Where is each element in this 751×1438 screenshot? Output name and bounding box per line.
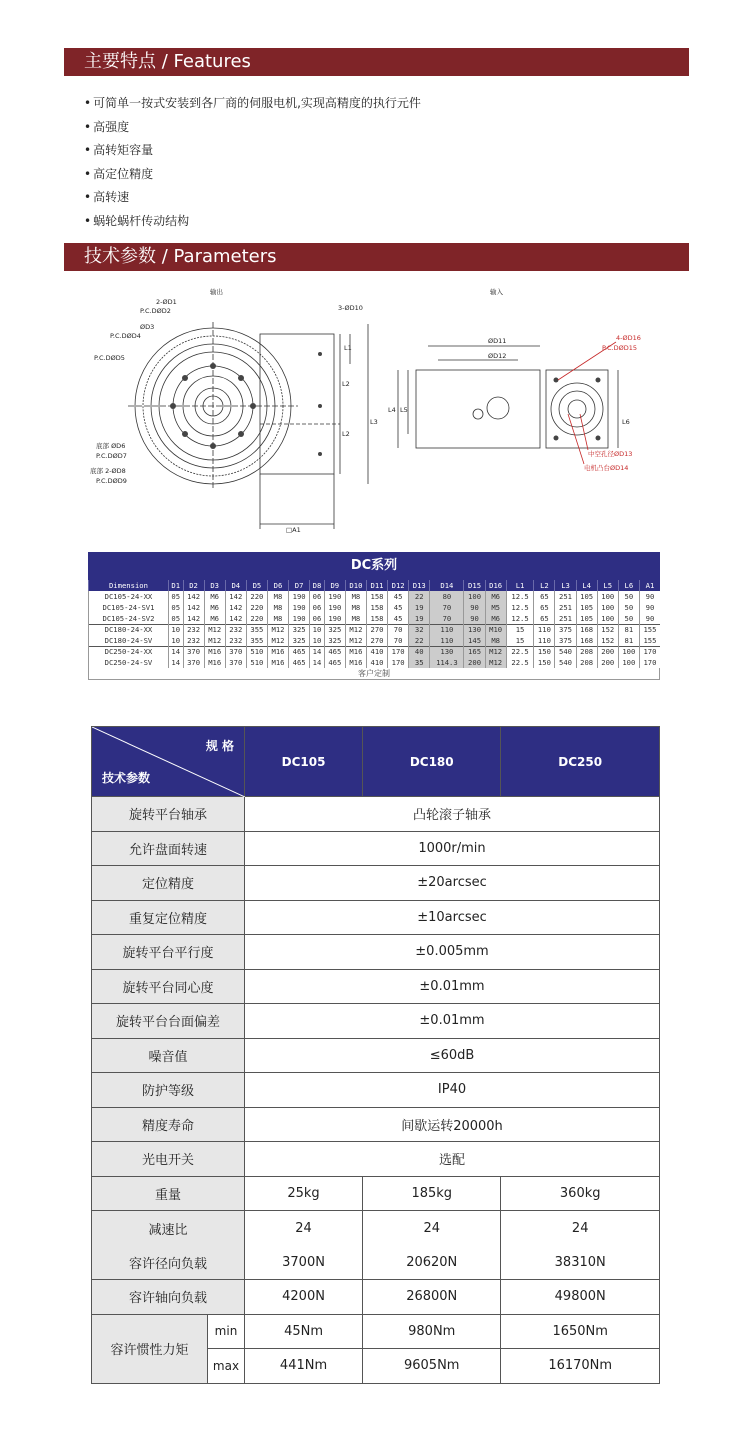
spec-label: 噪音值	[92, 1038, 245, 1073]
dimension-column-header: L2	[534, 580, 555, 591]
spec-label: 防护等级	[92, 1073, 245, 1108]
dimension-cell: 12.5	[506, 591, 534, 602]
dimension-cell: M8	[267, 613, 288, 624]
dimension-cell: 410	[366, 646, 387, 657]
dimension-cell: 06	[310, 591, 325, 602]
spec-value: ±0.01mm	[245, 969, 660, 1004]
dimension-cell: 190	[324, 613, 345, 624]
dimension-cell: 170	[639, 646, 660, 657]
dimension-cell: 14	[168, 646, 183, 657]
spec-value: 1650Nm	[501, 1314, 660, 1349]
dimension-cell: 81	[618, 624, 639, 635]
dimension-cell: 12.5	[506, 602, 534, 613]
drawing-label: 底部 ØD6	[96, 442, 126, 450]
drawing-label: ØD3	[140, 323, 155, 331]
dimension-cell: 142	[183, 613, 204, 624]
spec-value: 360kg	[501, 1176, 660, 1211]
dimension-cell: 375	[555, 624, 576, 635]
dimension-cell: M12	[267, 635, 288, 646]
dimension-cell: 232	[183, 624, 204, 635]
dimension-cell: M12	[485, 646, 506, 657]
dimension-cell: 10	[310, 624, 325, 635]
dimension-cell: 05	[168, 591, 183, 602]
dimension-cell: 155	[639, 624, 660, 635]
dimension-cell: 22	[409, 635, 430, 646]
dimension-cell: 05	[168, 613, 183, 624]
drawing-label: L6	[622, 418, 630, 426]
dimension-cell: M5	[485, 602, 506, 613]
dimension-row	[89, 635, 661, 646]
dimension-cell: 208	[576, 646, 597, 657]
dimension-cell: 142	[183, 602, 204, 613]
drawing-label: □A1	[286, 526, 301, 534]
spec-value: 16170Nm	[501, 1349, 660, 1384]
dimension-cell: M16	[204, 646, 225, 657]
spec-value: ±0.005mm	[245, 935, 660, 970]
drawing-label: L4	[388, 406, 396, 414]
dimension-column-header: D12	[388, 580, 409, 591]
dimension-cell: 325	[289, 635, 310, 646]
dimension-cell: DC180-24-XX	[89, 624, 169, 635]
dimension-column-header: L1	[506, 580, 534, 591]
spec-value: 9605Nm	[363, 1349, 501, 1384]
dimension-cell: 80	[430, 591, 464, 602]
spec-value: 4200N	[245, 1280, 363, 1315]
drawing-label: L1	[344, 344, 352, 352]
dimension-cell: 105	[576, 591, 597, 602]
dimension-cell: 45	[388, 591, 409, 602]
dimension-cell: 105	[576, 613, 597, 624]
corner-param-label: 技术参数	[102, 771, 151, 785]
dimension-cell: 142	[225, 591, 246, 602]
dimension-row	[89, 602, 661, 613]
spec-value: 凸轮滚子轴承	[245, 797, 660, 832]
output-label: 输出	[210, 288, 223, 296]
feature-item: • 高定位精度	[84, 163, 421, 187]
dimension-cell: 540	[555, 646, 576, 657]
spec-label: 容许惯性力矩	[92, 1314, 208, 1383]
dimension-cell: 35	[409, 657, 430, 668]
dimension-cell: 375	[555, 635, 576, 646]
drawing-label: P.C.DØD5	[94, 354, 125, 362]
feature-item: • 蜗轮蜗杆传动结构	[84, 210, 421, 234]
dimension-cell: 10	[168, 624, 183, 635]
dimension-cell: 370	[225, 646, 246, 657]
dimension-cell: 158	[366, 602, 387, 613]
dimension-cell: 65	[534, 613, 555, 624]
dimension-cell: 22.5	[506, 646, 534, 657]
spec-value: 49800N	[501, 1280, 660, 1315]
dimension-cell: 251	[555, 613, 576, 624]
spec-label: 重量	[92, 1176, 245, 1211]
dimension-cell: 90	[464, 602, 485, 613]
dimension-cell: 190	[324, 602, 345, 613]
dimension-cell: M8	[345, 602, 366, 613]
dimension-column-header: L4	[576, 580, 597, 591]
dimension-cell: 15	[506, 635, 534, 646]
dimension-cell: M10	[485, 624, 506, 635]
dimension-cell: 45	[388, 613, 409, 624]
dimension-cell: 90	[639, 591, 660, 602]
model-header: DC250	[501, 727, 660, 797]
dimension-cell: 65	[534, 591, 555, 602]
dimension-cell: 19	[409, 613, 430, 624]
dimension-column-header: D14	[430, 580, 464, 591]
dimension-cell: 370	[183, 657, 204, 668]
spec-value: 26800N	[363, 1280, 501, 1315]
dimension-cell: 355	[246, 635, 267, 646]
dimension-cell: M6	[485, 613, 506, 624]
dimension-cell: 22.5	[506, 657, 534, 668]
dimension-cell: M6	[485, 591, 506, 602]
dimension-cell: 540	[555, 657, 576, 668]
dimension-cell: 370	[225, 657, 246, 668]
dimension-cell: 465	[324, 646, 345, 657]
dimension-cell: 168	[576, 624, 597, 635]
dimension-cell: 152	[597, 635, 618, 646]
dimension-cell: 130	[464, 624, 485, 635]
drawing-label-red: 电机凸台ØD14	[584, 464, 629, 472]
dimension-cell: 110	[534, 624, 555, 635]
dimension-cell: 14	[310, 646, 325, 657]
dimension-cell: M6	[204, 602, 225, 613]
spec-label: 重复定位精度	[92, 900, 245, 935]
dimension-cell: 100	[597, 613, 618, 624]
spec-value: 185kg	[363, 1176, 501, 1211]
dimension-cell: M6	[204, 613, 225, 624]
dimension-cell: 165	[464, 646, 485, 657]
dimension-column-header: L3	[555, 580, 576, 591]
dimension-cell: 232	[183, 635, 204, 646]
dimension-cell: M16	[345, 646, 366, 657]
dimension-cell: M16	[204, 657, 225, 668]
dimension-cell: 100	[597, 591, 618, 602]
dimension-cell: M8	[267, 591, 288, 602]
dimension-cell: 232	[225, 635, 246, 646]
dimension-cell: 168	[576, 635, 597, 646]
spec-value: ±10arcsec	[245, 900, 660, 935]
dimension-cell: 170	[639, 657, 660, 668]
spec-label: 容许径向负载	[92, 1245, 245, 1280]
spec-value: 441Nm	[245, 1349, 363, 1384]
spec-value: ±0.01mm	[245, 1004, 660, 1039]
spec-label: 减速比	[92, 1211, 245, 1246]
dimension-row	[89, 624, 661, 635]
dimension-row	[89, 657, 661, 668]
dimension-cell: 155	[639, 635, 660, 646]
dimension-cell: 130	[430, 646, 464, 657]
features-list	[84, 92, 421, 233]
dimension-cell: 22	[409, 591, 430, 602]
dimension-cell: 81	[618, 635, 639, 646]
dimension-cell: 142	[225, 602, 246, 613]
dimension-cell: M16	[345, 657, 366, 668]
dimension-cell: 200	[597, 646, 618, 657]
dimension-column-header: D3	[204, 580, 225, 591]
spec-label: 定位精度	[92, 866, 245, 901]
drawing-label: L2	[342, 430, 350, 438]
dimension-cell: 190	[289, 591, 310, 602]
dimension-cell: 142	[225, 613, 246, 624]
dimension-cell: 90	[464, 613, 485, 624]
input-label: 输入	[490, 288, 503, 296]
dimension-column-header: A1	[639, 580, 660, 591]
dimension-cell: 410	[366, 657, 387, 668]
dimension-cell: 510	[246, 657, 267, 668]
dimension-cell: 158	[366, 613, 387, 624]
dimension-column-header: Dimension	[89, 580, 169, 591]
dimension-cell: 14	[168, 657, 183, 668]
dimension-cell: 465	[289, 657, 310, 668]
model-header: DC105	[245, 727, 363, 797]
dimension-column-header: D7	[289, 580, 310, 591]
dimension-cell: DC105-24-SV2	[89, 613, 169, 624]
spec-label: 允许盘面转速	[92, 831, 245, 866]
dimension-cell: M12	[267, 624, 288, 635]
dimension-column-header: D10	[345, 580, 366, 591]
feature-item: • 高转矩容量	[84, 139, 421, 163]
dimension-cell: M12	[485, 657, 506, 668]
spec-value: 选配	[245, 1142, 660, 1177]
spec-value: 3700N	[245, 1245, 363, 1280]
dimension-cell: 145	[464, 635, 485, 646]
spec-label: 旋转平台台面偏差	[92, 1004, 245, 1039]
model-header: DC180	[363, 727, 501, 797]
dimension-column-header: D1	[168, 580, 183, 591]
drawing-label: ØD11	[488, 337, 507, 345]
dimension-cell: 70	[388, 635, 409, 646]
dimension-cell: 142	[183, 591, 204, 602]
spec-value: 38310N	[501, 1245, 660, 1280]
dimension-column-header: L6	[618, 580, 639, 591]
dimension-cell: 325	[324, 635, 345, 646]
dimension-cell: DC250-24-XX	[89, 646, 169, 657]
dimension-row	[89, 646, 661, 657]
dimension-cell: M16	[267, 646, 288, 657]
dimension-cell: M12	[204, 635, 225, 646]
dimension-cell: 06	[310, 613, 325, 624]
dimension-column-header: D2	[183, 580, 204, 591]
spec-value: 20620N	[363, 1245, 501, 1280]
dimension-cell: 90	[639, 602, 660, 613]
dimension-cell: 251	[555, 591, 576, 602]
dimension-cell: 100	[464, 591, 485, 602]
spec-value: 间歇运转20000h	[245, 1107, 660, 1142]
dimension-cell: 70	[388, 624, 409, 635]
dimension-cell: 110	[430, 635, 464, 646]
features-header: 主要特点 / Features	[64, 48, 689, 76]
spec-value: 45Nm	[245, 1314, 363, 1349]
dimension-cell: M6	[204, 591, 225, 602]
dimension-cell: 270	[366, 635, 387, 646]
dimension-cell: DC250-24-SV	[89, 657, 169, 668]
dimension-cell: 190	[324, 591, 345, 602]
drawing-label: L5	[400, 406, 408, 414]
dimension-column-header: D5	[246, 580, 267, 591]
dimension-cell: 32	[409, 624, 430, 635]
dimension-cell: 06	[310, 602, 325, 613]
dimension-table-footer: 客户定制	[88, 668, 660, 680]
drawing-label-red: 4-ØD16	[616, 334, 641, 342]
drawing-label: 3-ØD10	[338, 304, 363, 312]
dimension-cell: M12	[345, 635, 366, 646]
dimension-cell: 40	[409, 646, 430, 657]
dimension-table-block	[88, 552, 660, 680]
dimension-cell: 170	[388, 657, 409, 668]
dimension-cell: 110	[430, 624, 464, 635]
drawing-label: P.C.DØD7	[96, 452, 127, 460]
spec-value: 24	[363, 1211, 501, 1246]
dimension-cell: 465	[324, 657, 345, 668]
dimension-cell: M16	[267, 657, 288, 668]
dimension-cell: 114.3	[430, 657, 464, 668]
drawing-label: P.C.DØD9	[96, 477, 127, 485]
spec-label: 旋转平台平行度	[92, 935, 245, 970]
dimension-cell: M8	[345, 591, 366, 602]
parameters-header: 技术参数 / Parameters	[64, 243, 689, 271]
dimension-column-header: D9	[324, 580, 345, 591]
feature-item: • 高转速	[84, 186, 421, 210]
dimension-column-header: D13	[409, 580, 430, 591]
dimension-cell: 105	[576, 602, 597, 613]
dimension-cell: DC105-24-XX	[89, 591, 169, 602]
dimension-cell: 70	[430, 613, 464, 624]
spec-value: ≤60dB	[245, 1038, 660, 1073]
dimension-column-header: D6	[267, 580, 288, 591]
dimension-cell: 100	[597, 602, 618, 613]
dimension-cell: 200	[464, 657, 485, 668]
spec-label: 旋转平台轴承	[92, 797, 245, 832]
dimension-cell: 50	[618, 602, 639, 613]
drawing-label: L2	[342, 380, 350, 388]
dimension-column-header: D11	[366, 580, 387, 591]
dimension-cell: M12	[345, 624, 366, 635]
spec-label: 精度寿命	[92, 1107, 245, 1142]
dimension-cell: 45	[388, 602, 409, 613]
dimension-cell: 220	[246, 602, 267, 613]
dimension-column-header: D16	[485, 580, 506, 591]
dimension-cell: 370	[183, 646, 204, 657]
dimension-cell: M8	[485, 635, 506, 646]
spec-table	[91, 726, 660, 1384]
spec-sublabel: min	[208, 1314, 245, 1349]
dimension-cell: M12	[204, 624, 225, 635]
dimension-cell: 325	[289, 624, 310, 635]
dimension-cell: 12.5	[506, 613, 534, 624]
dimension-cell: DC105-24-SV1	[89, 602, 169, 613]
dimension-cell: DC180-24-SV	[89, 635, 169, 646]
dimension-cell: 220	[246, 591, 267, 602]
spec-label: 光电开关	[92, 1142, 245, 1177]
dimension-cell: 152	[597, 624, 618, 635]
dimension-cell: 158	[366, 591, 387, 602]
dimension-cell: 251	[555, 602, 576, 613]
dimension-cell: 50	[618, 613, 639, 624]
spec-table-corner	[92, 727, 245, 797]
drawing-label: P.C.DØD4	[110, 332, 141, 340]
dimension-cell: 355	[246, 624, 267, 635]
drawing-label: 底部 2-ØD8	[90, 467, 126, 475]
dimension-cell: 150	[534, 646, 555, 657]
dimension-cell: 10	[168, 635, 183, 646]
dimension-cell: 100	[618, 657, 639, 668]
dimension-cell: 10	[310, 635, 325, 646]
dimension-cell: 50	[618, 591, 639, 602]
dimension-cell: 05	[168, 602, 183, 613]
dimension-cell: 15	[506, 624, 534, 635]
dimension-cell: 65	[534, 602, 555, 613]
dimension-row	[89, 613, 661, 624]
dimension-cell: 150	[534, 657, 555, 668]
dimension-cell: 270	[366, 624, 387, 635]
spec-sublabel: max	[208, 1349, 245, 1384]
dimension-cell: 14	[310, 657, 325, 668]
dimension-column-header: D4	[225, 580, 246, 591]
spec-label: 旋转平台同心度	[92, 969, 245, 1004]
dimension-cell: 19	[409, 602, 430, 613]
spec-value: 24	[501, 1211, 660, 1246]
dimension-cell: M8	[345, 613, 366, 624]
drawing-label: P.C.DØD2	[140, 307, 171, 315]
spec-value: 1000r/min	[245, 831, 660, 866]
technical-drawing	[88, 284, 668, 534]
dimension-cell: 465	[289, 646, 310, 657]
dimension-cell: 232	[225, 624, 246, 635]
spec-label: 容许轴向负载	[92, 1280, 245, 1315]
drawing-label: 2-ØD1	[156, 298, 177, 306]
dimension-cell: 190	[289, 613, 310, 624]
feature-item: • 高强度	[84, 116, 421, 140]
dimension-table	[88, 580, 660, 668]
spec-value: 25kg	[245, 1176, 363, 1211]
dimension-cell: 190	[289, 602, 310, 613]
feature-item: • 可简单一按式安装到各厂商的伺服电机,实现高精度的执行元件	[84, 92, 421, 116]
dimension-cell: 325	[324, 624, 345, 635]
dimension-cell: 200	[597, 657, 618, 668]
drawing-label-red: 中空孔径ØD13	[588, 450, 633, 458]
dimension-column-header: L5	[597, 580, 618, 591]
dimension-column-header: D15	[464, 580, 485, 591]
dimension-cell: 208	[576, 657, 597, 668]
spec-value: 24	[245, 1211, 363, 1246]
dimension-cell: 170	[388, 646, 409, 657]
dimension-column-header: D8	[310, 580, 325, 591]
dimension-cell: 70	[430, 602, 464, 613]
spec-value: ±20arcsec	[245, 866, 660, 901]
dimension-row	[89, 591, 661, 602]
dimension-cell: 90	[639, 613, 660, 624]
spec-value: IP40	[245, 1073, 660, 1108]
drawing-label-red: P.C.DØD15	[602, 344, 637, 352]
dimension-cell: 220	[246, 613, 267, 624]
drawing-label: L3	[370, 418, 378, 426]
corner-spec-label: 规 格	[205, 739, 234, 753]
spec-value: 980Nm	[363, 1314, 501, 1349]
dimension-cell: 100	[618, 646, 639, 657]
dimension-table-title: DC系列	[88, 552, 660, 580]
dimension-cell: M8	[267, 602, 288, 613]
drawing-label: ØD12	[488, 352, 507, 360]
dimension-cell: 110	[534, 635, 555, 646]
dimension-cell: 510	[246, 646, 267, 657]
